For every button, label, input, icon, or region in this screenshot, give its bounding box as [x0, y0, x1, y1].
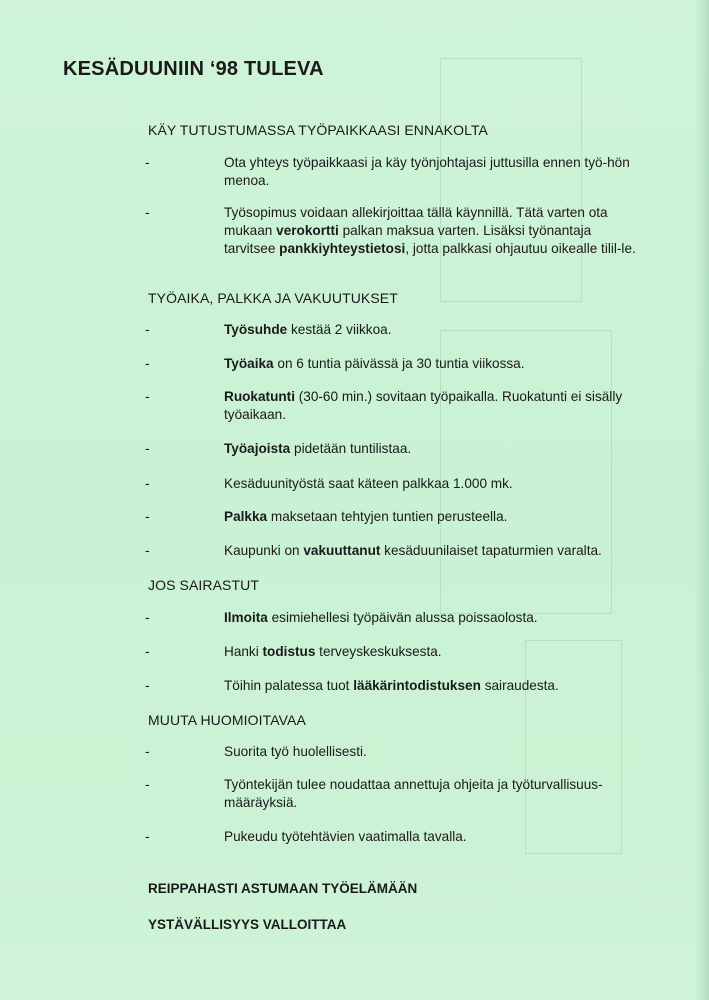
text-run: sairaudesta. — [480, 678, 559, 693]
item-text — [224, 828, 644, 846]
text-run: pidetään tuntilistaa. — [290, 441, 412, 456]
bullet-dash: - — [145, 440, 150, 456]
section-heading: TYÖAIKA, PALKKA JA VAKUUTUKSET — [148, 290, 398, 306]
text-run: kestää 2 viikkoa. — [287, 322, 392, 337]
bold-text-run: Työsuhde — [224, 322, 288, 337]
bold-text-run: Ilmoita — [224, 610, 268, 625]
bold-text-run: vakuuttanut — [303, 543, 381, 558]
item-text — [224, 677, 644, 695]
bold-text-run: verokortti — [276, 223, 339, 238]
text-run: Töihin palatessa tuot — [224, 678, 354, 693]
item-text — [224, 776, 644, 812]
bullet-dash: - — [145, 508, 150, 524]
text-run: Pukeudu työtehtävien vaatimalla tavalla. — [224, 829, 467, 844]
text-run: esimiehellesi työpäivän alussa poissaolosta. — [267, 610, 538, 625]
text-run: kesäduunilaiset tapaturmien varalta. — [380, 543, 602, 558]
paper-edge-shadow — [695, 0, 709, 1000]
bold-text-run: todistus — [262, 644, 316, 659]
text-run: terveyskeskuksesta. — [315, 644, 442, 659]
bold-text-run: Palkka — [224, 509, 268, 524]
text-run: , jotta palkkasi ohjautuu oikealle tilil-le. — [405, 241, 636, 256]
bullet-dash: - — [145, 321, 150, 337]
item-text — [224, 542, 644, 560]
section-heading: MUUTA HUOMIOITAVAA — [148, 712, 306, 728]
bold-text-run: Työajoista — [224, 441, 291, 456]
text-run: maksetaan tehtyjen tuntien perusteella. — [267, 509, 508, 524]
text-run: (30-60 min.) sovitaan työpaikalla. Ruokatunti ei sisälly työaikaan. — [224, 389, 623, 422]
bullet-dash: - — [145, 154, 150, 170]
bullet-dash: - — [145, 388, 150, 404]
page-title: KESÄDUUNIIN ‘98 TULEVA — [63, 58, 324, 80]
bullet-dash: - — [145, 643, 150, 659]
item-text — [224, 355, 644, 373]
bullet-dash: - — [145, 776, 150, 792]
bullet-dash: - — [145, 677, 150, 693]
text-run: palkan maksua varten. Lisäksi työnantaja tarvitsee — [224, 223, 592, 256]
item-text — [224, 743, 644, 761]
text-run: Suorita työ huolellisesti. — [224, 744, 367, 759]
text-run: Ota yhteys työpaikkaasi ja käy työnjohtajasi juttusilla ennen työ-hön menoa. — [224, 155, 630, 188]
text-run: Työntekijän tulee noudattaa annettuja ohjeita ja työturvallisuus-määräyksiä. — [224, 777, 603, 810]
item-text — [224, 321, 644, 339]
closing-line: REIPPAHASTI ASTUMAAN TYÖELÄMÄÄN — [148, 881, 418, 896]
text-run: on 6 tuntia päivässä ja 30 tuntia viikossa. — [273, 356, 525, 371]
text-run: Kesäduunityöstä saat käteen palkkaa 1.000 mk. — [224, 476, 513, 491]
bullet-dash: - — [145, 828, 150, 844]
item-text — [224, 609, 644, 627]
item-text — [224, 508, 644, 526]
bullet-dash: - — [145, 542, 150, 558]
text-run: Kaupunki on — [224, 543, 304, 558]
item-text — [224, 440, 644, 458]
bullet-dash: - — [145, 609, 150, 625]
section-heading: JOS SAIRASTUT — [148, 577, 259, 593]
bullet-dash: - — [145, 475, 150, 491]
bold-text-run: Ruokatunti — [224, 389, 295, 404]
bullet-dash: - — [145, 204, 150, 220]
closing-line: YSTÄVÄLLISYYS VALLOITTAA — [148, 917, 347, 932]
item-text — [224, 643, 644, 661]
item-text — [224, 154, 644, 190]
bold-text-run: Työaika — [224, 356, 274, 371]
section-heading: KÄY TUTUSTUMASSA TYÖPAIKKAASI ENNAKOLTA — [148, 122, 488, 138]
bold-text-run: pankkiyhteystietosi — [279, 241, 406, 256]
item-text — [224, 204, 644, 258]
item-text — [224, 388, 644, 424]
text-run: Työsopimus voidaan allekirjoittaa tällä käynnillä. Tätä varten ota mukaan — [224, 205, 608, 238]
text-run: Hanki — [224, 644, 263, 659]
bold-text-run: lääkärintodistuksen — [353, 678, 481, 693]
bullet-dash: - — [145, 355, 150, 371]
item-text — [224, 475, 644, 493]
bullet-dash: - — [145, 743, 150, 759]
